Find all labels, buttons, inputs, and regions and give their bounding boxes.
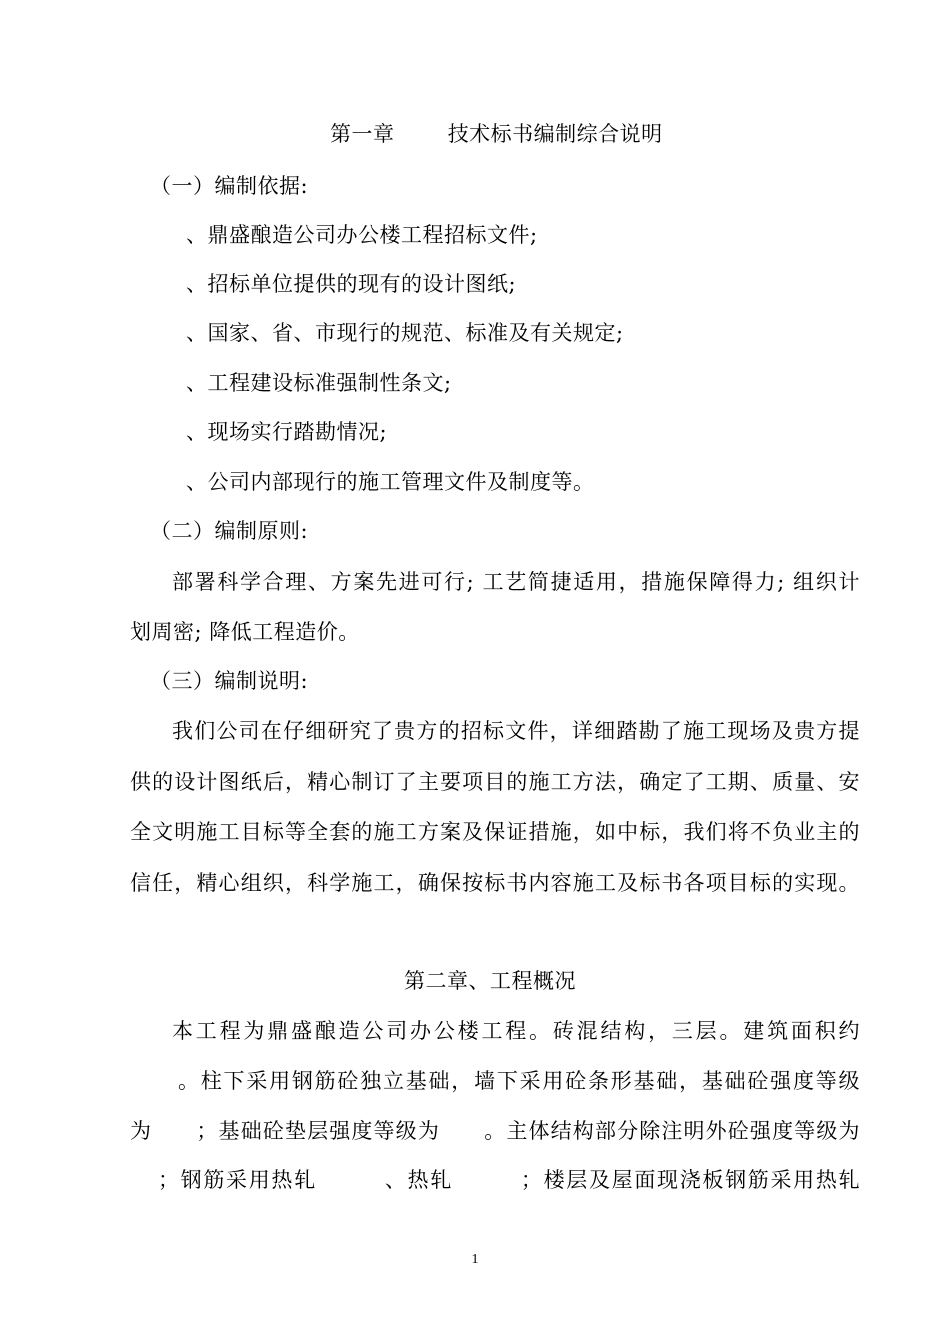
- section1-item: 、国家、省、市现行的规范、标准及有关规定;: [186, 321, 624, 345]
- section1-item: 、工程建设标准强制性条文;: [186, 371, 452, 395]
- section1-item: 、鼎盛酿造公司办公楼工程招标文件;: [186, 223, 538, 247]
- section1-item: 、招标单位提供的现有的设计图纸;: [186, 272, 517, 296]
- section3-paragraph-line: 信任，精心组织，科学施工，确保按标书内容施工及标书各项目标的实现。: [130, 871, 860, 895]
- chapter2-paragraph-line: 为 ；基础砼垫层强度等级为 。主体结构部分除注明外砼强度等级为: [130, 1119, 860, 1143]
- chapter1-title-text: 技术标书编制综合说明: [447, 122, 663, 146]
- chapter1-number: 第一章: [330, 122, 395, 146]
- chapter1-title: [330, 120, 663, 148]
- section3-paragraph-line: 供的设计图纸后，精心制订了主要项目的施工方法，确定了工期、质量、安: [130, 770, 860, 794]
- chapter2-title: 第二章、工程概况: [404, 969, 576, 993]
- page-number: 1: [471, 1252, 479, 1267]
- chapter2-paragraph-line: ；钢筋采用热轧 、热轧 ；楼层及屋面现浇板钢筋采用热轧: [158, 1168, 860, 1192]
- section3-paragraph-line: 全文明施工目标等全套的施工方案及保证措施，如中标，我们将不负业主的: [130, 820, 860, 844]
- section3-heading: （三）编制说明:: [150, 669, 309, 693]
- section1-heading: （一）编制依据:: [150, 174, 309, 198]
- chapter2-paragraph-line: 。柱下采用钢筋砼独立基础，墙下采用砼条形基础，基础砼强度等级: [178, 1069, 860, 1093]
- section3-paragraph-line: 我们公司在仔细研究了贵方的招标文件，详细踏勘了施工现场及贵方提: [172, 719, 860, 743]
- section1-item: 、公司内部现行的施工管理文件及制度等。: [186, 470, 595, 494]
- section2-paragraph-line: 部署科学合理、方案先进可行; 工艺简捷适用，措施保障得力; 组织计: [172, 570, 860, 594]
- section1-item: 、现场实行踏勘情况;: [186, 420, 388, 444]
- section2-paragraph-line: 划周密; 降低工程造价。: [130, 620, 360, 644]
- section2-heading: （二）编制原则:: [150, 519, 309, 543]
- chapter2-paragraph-line: 本工程为鼎盛酿造公司办公楼工程。砖混结构，三层。建筑面积约: [172, 1019, 860, 1043]
